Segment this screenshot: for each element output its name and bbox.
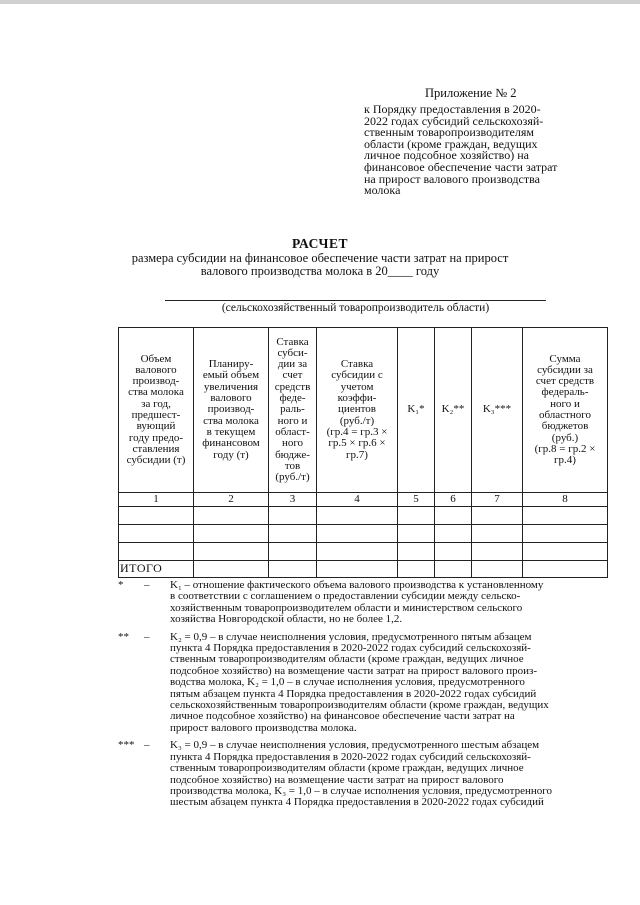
header-cell bbox=[119, 328, 194, 493]
footnote-line: подсобное хозяйство) на возмещение части затрат на прирост валового произ- bbox=[170, 664, 538, 677]
footnote-line: K₂ = 0,9 – в случае неисполнения условия, предусмотренного пятым абзацем bbox=[170, 630, 532, 643]
header-line: счет bbox=[282, 369, 303, 382]
footnote-text bbox=[170, 580, 598, 626]
table-cell bbox=[435, 543, 472, 561]
table-cell bbox=[398, 561, 435, 578]
table-cell bbox=[472, 525, 523, 543]
header-line: производ- bbox=[132, 375, 180, 388]
column-number: 3 bbox=[269, 493, 317, 507]
table-cell bbox=[269, 507, 317, 525]
table-row bbox=[119, 507, 608, 525]
footnote-line: водства молока, K₂ = 1,0 – в случае исполнения условия, предусмотренного bbox=[170, 676, 525, 689]
column-number: 1 bbox=[119, 493, 194, 507]
footnote bbox=[118, 740, 598, 808]
header-line: учетом bbox=[340, 380, 374, 393]
footnote-mark: * bbox=[118, 579, 124, 591]
table-cell bbox=[317, 561, 398, 578]
header-line: (гр.4 = гр.3 × bbox=[326, 425, 388, 438]
footnote-line: шестым абзацем пункта 4 Порядка предоставления в 2020-2022 годах субсидий bbox=[170, 796, 544, 809]
table-cell bbox=[435, 507, 472, 525]
appendix-line: личное подсобное хозяйство) на bbox=[364, 148, 529, 163]
scan-edge-artifact bbox=[0, 0, 640, 4]
table-cell bbox=[317, 507, 398, 525]
table-cell bbox=[194, 507, 269, 525]
header-cell bbox=[398, 328, 435, 493]
header-line: году (т) bbox=[213, 448, 249, 461]
footnote-line: хозяйственным товаропроизводителем области и министерством сельского bbox=[170, 601, 523, 614]
table-cell bbox=[119, 525, 194, 543]
footnote bbox=[118, 632, 598, 735]
header-line: бюдже- bbox=[275, 448, 310, 461]
header-line: Сумма bbox=[549, 352, 581, 365]
footnote-text bbox=[170, 632, 598, 735]
table-cell bbox=[269, 543, 317, 561]
header-line: средств bbox=[274, 380, 311, 393]
appendix-line: области (кроме граждан, ведущих bbox=[364, 136, 538, 151]
column-number: 4 bbox=[317, 493, 398, 507]
header-line: Ставка bbox=[276, 335, 309, 348]
header-line: ного и bbox=[550, 397, 580, 410]
header-line: ства молока bbox=[128, 386, 184, 399]
table-cell bbox=[523, 543, 608, 561]
header-line: федераль- bbox=[541, 386, 589, 399]
header-line: K₁* bbox=[407, 403, 425, 416]
header-cell bbox=[523, 328, 608, 493]
footnote-line: в соответствии с соглашением о предоставлении субсидии между сельско- bbox=[170, 590, 521, 603]
header-line: емый объем bbox=[202, 369, 260, 382]
footnote-text bbox=[170, 740, 598, 808]
header-line: субсидии (т) bbox=[126, 454, 186, 467]
table-cell bbox=[398, 543, 435, 561]
header-line: Планиру- bbox=[208, 358, 254, 371]
appendix-line: финансовое обеспечение части затрат bbox=[364, 159, 558, 174]
footnote-line: подсобное хозяйство) на возмещение части затрат на прирост валового bbox=[170, 773, 504, 786]
subheading-line: валового производства молока в 20____ году bbox=[200, 264, 440, 278]
header-line: феде- bbox=[279, 392, 306, 405]
header-line: ства молока bbox=[203, 414, 259, 427]
table-cell bbox=[472, 543, 523, 561]
footnote-line: личное подсобное хозяйство) на финансовое обеспечение части затрат на bbox=[170, 710, 515, 723]
footnote-dash: – bbox=[144, 739, 150, 752]
footnote-mark: *** bbox=[118, 739, 135, 752]
column-number: 5 bbox=[398, 493, 435, 507]
producer-caption: (сельскохозяйственный товаропроизводитель области) bbox=[221, 302, 490, 314]
footnote-line: пункта 4 Порядка предоставления в 2020-2022 годах субсидий сельскохозяй- bbox=[170, 642, 531, 655]
header-line: финансовом bbox=[202, 437, 260, 450]
header-cell bbox=[269, 328, 317, 493]
appendix-title: Приложение № 2 bbox=[425, 86, 517, 100]
table-cell bbox=[119, 507, 194, 525]
producer-fill-line bbox=[165, 300, 546, 301]
column-number: 6 bbox=[435, 493, 472, 507]
footnote-line: хозяйства Новгородской области, но не более 1,2. bbox=[170, 613, 403, 626]
table-cell bbox=[398, 507, 435, 525]
header-line: гр.4) bbox=[554, 454, 576, 467]
header-line: (гр.8 = гр.2 × bbox=[534, 442, 596, 455]
header-line: Ставка bbox=[340, 358, 374, 371]
header-line: област- bbox=[275, 425, 310, 438]
table-cell bbox=[194, 543, 269, 561]
header-cell bbox=[435, 328, 472, 493]
appendix-line: молока bbox=[364, 183, 401, 198]
table-cell bbox=[194, 525, 269, 543]
header-line: тов bbox=[284, 459, 301, 472]
header-cell bbox=[472, 328, 523, 493]
footnotes bbox=[118, 580, 598, 815]
header-line: K₂** bbox=[441, 403, 465, 416]
table-cell bbox=[435, 561, 472, 578]
footnote-line: K₃ = 0,9 – в случае неисполнения условия, предусмотренного шестым абзацем bbox=[170, 739, 540, 752]
header-line: (руб./т) bbox=[339, 414, 375, 427]
table-cell bbox=[194, 561, 269, 578]
column-number: 7 bbox=[472, 493, 523, 507]
header-line: ставления bbox=[132, 442, 180, 455]
table-cell bbox=[317, 525, 398, 543]
total-label: ИТОГО bbox=[119, 561, 194, 578]
appendix-line: на прирост валового производства bbox=[364, 171, 540, 186]
calculation-table bbox=[118, 327, 608, 578]
header-line: в текущем bbox=[206, 425, 256, 438]
table-header-row bbox=[119, 328, 608, 493]
column-number: 2 bbox=[194, 493, 269, 507]
footnote-line: сельскохозяйственным товаропроизводителям области (кроме граждан, ведущих bbox=[170, 699, 549, 712]
header-line: Объем bbox=[140, 352, 172, 365]
table-cell bbox=[398, 525, 435, 543]
table-row bbox=[119, 543, 608, 561]
header-line: гр.7) bbox=[346, 448, 368, 461]
table-cell bbox=[119, 543, 194, 561]
header-line: K₃*** bbox=[482, 403, 512, 416]
footnote-line: прирост валового производства молока. bbox=[170, 721, 357, 734]
header-line: (руб./т) bbox=[275, 471, 310, 484]
header-line: субсидии за bbox=[537, 363, 593, 376]
header-line: производ- bbox=[207, 403, 255, 416]
column-number-row bbox=[119, 493, 608, 507]
footnote-line: K₁ – отношение фактического объема валового производства к установленному bbox=[170, 579, 544, 591]
footnote-line: ственным товаропроизводителям области (кроме граждан, ведущих личное bbox=[170, 762, 524, 775]
header-line: счет средств bbox=[535, 375, 595, 388]
header-line: раль- bbox=[280, 403, 305, 416]
table-cell bbox=[523, 561, 608, 578]
header-line: ного bbox=[281, 437, 304, 450]
footnote-line: пункта 4 Порядка предоставления в 2020-2022 годах субсидий сельскохозяй- bbox=[170, 750, 531, 763]
header-line: валового bbox=[210, 392, 252, 405]
header-line: субсидии с bbox=[331, 369, 383, 382]
document-heading: РАСЧЕТ bbox=[292, 236, 348, 251]
table-cell bbox=[269, 525, 317, 543]
header-line: гр.5 × гр.6 × bbox=[328, 437, 386, 450]
table-cell bbox=[523, 525, 608, 543]
table-cell bbox=[472, 507, 523, 525]
header-line: валового bbox=[135, 363, 177, 376]
header-line: дии за bbox=[277, 358, 308, 371]
table-cell bbox=[269, 561, 317, 578]
column-number: 8 bbox=[523, 493, 608, 507]
table-cell bbox=[435, 525, 472, 543]
header-line: субси- bbox=[277, 346, 308, 359]
subheading-line: размера субсидии на финансовое обеспечение части затрат на прирост bbox=[131, 251, 509, 265]
total-row bbox=[119, 561, 608, 578]
appendix-line: ственным товаропроизводителям bbox=[364, 125, 534, 140]
table-row bbox=[119, 525, 608, 543]
header-line: ного и bbox=[277, 414, 308, 427]
header-cell bbox=[194, 328, 269, 493]
header-cell bbox=[317, 328, 398, 493]
table-cell bbox=[317, 543, 398, 561]
footnote-dash: – bbox=[144, 630, 150, 643]
header-line: за год, bbox=[141, 397, 171, 410]
appendix-reference bbox=[364, 104, 609, 197]
footnote bbox=[118, 580, 598, 626]
appendix-line: к Порядку предоставления в 2020- bbox=[364, 102, 541, 116]
footnote-line: производства молока, K₃ = 1,0 – в случае исполнения условия, предусмотренного bbox=[170, 784, 552, 797]
header-line: предшест- bbox=[131, 409, 181, 421]
table-cell bbox=[523, 507, 608, 525]
footnote-mark: ** bbox=[118, 630, 129, 643]
header-line: году предо- bbox=[128, 431, 184, 444]
header-line: коэффи- bbox=[337, 392, 377, 405]
header-line: вующий bbox=[136, 420, 176, 433]
table-cell bbox=[472, 561, 523, 578]
footnote-dash: – bbox=[144, 579, 150, 591]
header-line: бюджетов bbox=[541, 420, 589, 433]
footnote-line: ственным товаропроизводителям области (кроме граждан, ведущих личное bbox=[170, 653, 524, 666]
appendix-line: 2022 годах субсидий сельскохозяй- bbox=[364, 113, 544, 128]
header-line: областного bbox=[538, 409, 591, 421]
footnote-line: пятым абзацем пункта 4 Порядка предоставления в 2020-2022 годах субсидий bbox=[170, 687, 537, 700]
header-line: увеличения bbox=[203, 380, 259, 393]
document-subheading bbox=[110, 252, 530, 278]
header-line: циентов bbox=[338, 403, 376, 416]
header-line: (руб.) bbox=[551, 431, 579, 444]
